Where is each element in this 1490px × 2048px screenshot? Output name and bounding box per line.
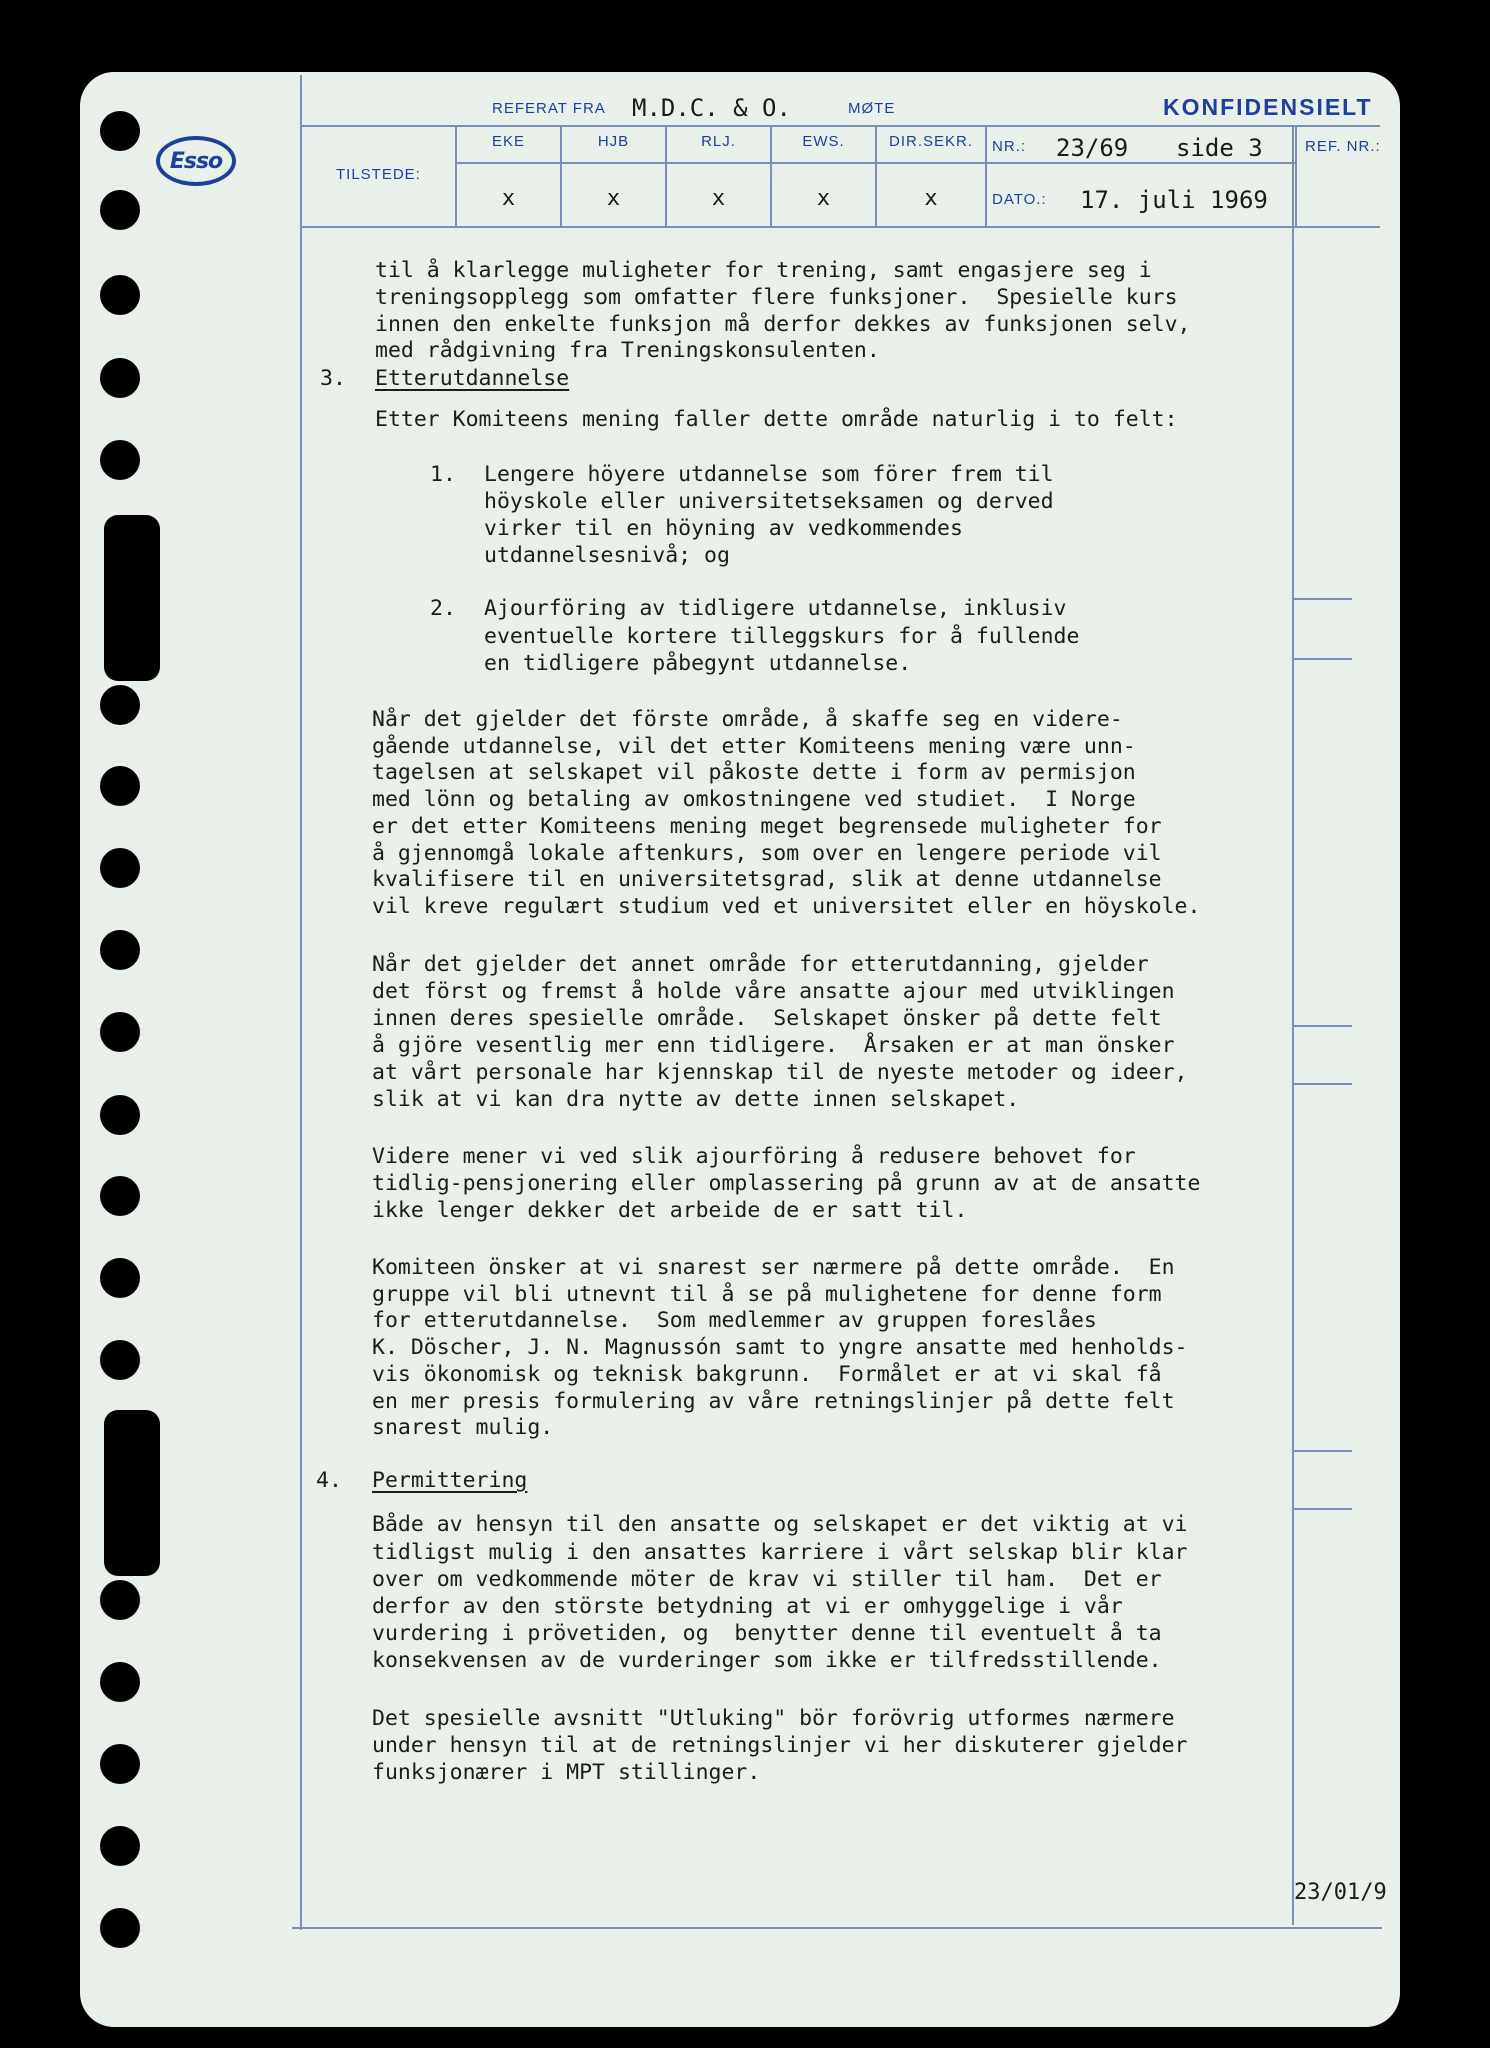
text-line: gruppe vil bli utnevnt til å se på mulighetene for denne form — [372, 1282, 1162, 1307]
list-line: höyskole eller universitetseksamen og derved — [484, 489, 1054, 514]
list-line: Lengere höyere utdannelse som förer frem til — [484, 462, 1054, 487]
mote-label: MØTE — [848, 100, 896, 117]
header-bottom-rule — [300, 226, 1380, 228]
binder-hole — [100, 1176, 140, 1216]
text-line: tagelsen at selskapet vil påkoste dette i form av permisjon — [372, 760, 1136, 785]
text-line: er det etter Komiteens mening meget begrensede muligheter for — [372, 814, 1162, 839]
binder-hole — [100, 766, 140, 806]
text-line: over om vedkommende möter de krav vi stiller til ham. Det er — [372, 1567, 1162, 1592]
ref-label: REF. NR.: — [1305, 138, 1381, 155]
text-line: K. Döscher, J. N. Magnussón samt to yngre ansatte med henholds- — [372, 1335, 1188, 1360]
attendee-mark: x — [501, 186, 516, 211]
text-line: å gjennomgå lokale aftenkurs, som over en lengere periode vil — [372, 841, 1162, 866]
referat-label: REFERAT FRA — [492, 100, 606, 117]
section-number: 3. — [320, 366, 346, 391]
binder-slot — [104, 1480, 160, 1576]
binder-hole — [100, 1340, 140, 1380]
text-line: tidlig-pensjonering eller omplassering på grunn av at de ansatte — [372, 1171, 1201, 1196]
binder-hole — [100, 848, 140, 888]
text-line: ikke lenger dekker det arbeide de er satt til. — [372, 1198, 968, 1223]
text-line: Det spesielle avsnitt "Utluking" bör forövrig utformes nærmere — [372, 1706, 1175, 1731]
logo-text: Esso — [169, 148, 223, 174]
attendee-initials: EWS. — [802, 133, 845, 150]
text-line: vurdering i prövetiden, og benytter denne til eventuelt å ta — [372, 1621, 1162, 1646]
attendee-mark: x — [924, 186, 938, 211]
text-line: å gjöre vesentlig mer enn tidligere. Årsaken er at man önsker — [372, 1033, 1175, 1058]
text-line: til å klarlegge muligheter for trening, samt engasjere seg i — [375, 258, 1152, 283]
text-line: en mer presis formulering av våre retningslinjer på dette felt — [372, 1389, 1175, 1414]
text-line: innen den enkelte funksjon må derfor dekkes av funksjonen selv, — [375, 312, 1191, 337]
margin-mark — [1294, 1508, 1352, 1510]
section-number: 4. — [316, 1468, 342, 1493]
attendee-mark: x — [606, 186, 621, 211]
attendee-initials: RLJ. — [701, 133, 736, 150]
archive-code: 23/01/9 — [1294, 1880, 1387, 1905]
text-line: Både av hensyn til den ansatte og selskapet er det viktig at vi — [372, 1512, 1188, 1537]
list-number: 1. — [430, 462, 456, 487]
attendee-initials: HJB — [597, 133, 630, 150]
text-line: gående utdannelse, vil det etter Komiteens mening være unn- — [372, 734, 1136, 759]
side-value: side 3 — [1176, 134, 1263, 162]
nr-label: NR.: — [992, 138, 1026, 155]
attendee-mark: x — [711, 186, 726, 211]
list-number: 2. — [430, 596, 456, 621]
text-line: funksjonærer i MPT stillinger. — [372, 1760, 761, 1785]
binder-hole — [100, 1662, 140, 1702]
text-line: snarest mulig. — [372, 1415, 554, 1440]
margin-mark — [1294, 658, 1352, 660]
binder-hole — [100, 1826, 140, 1866]
header-col-divider — [1295, 125, 1297, 226]
text-line: vis ökonomisk og teknisk bakgrunn. Formålet er at vi skal få — [372, 1362, 1162, 1387]
list-line: virker til en höyning av vedkommendes — [484, 516, 963, 541]
binder-hole — [100, 358, 140, 398]
section-title: Etterutdannelse — [375, 366, 570, 391]
form-left-rule — [300, 75, 302, 1930]
dato-value: 17. juli 1969 — [1080, 186, 1268, 214]
list-line: utdannelsesnivå; og — [484, 543, 730, 568]
header-col-divider — [985, 125, 987, 226]
text-line: derfor av den störste betydning at vi er omhyggelige i vår — [372, 1594, 1123, 1619]
text-line: med lönn og betaling av omkostningene ved studiet. I Norge — [372, 787, 1136, 812]
text-line: for etterutdannelse. Som medlemmer av gruppen foreslåes — [372, 1308, 1097, 1333]
binder-hole — [100, 1908, 140, 1948]
text-line: med rådgivning fra Treningskonsulenten. — [375, 338, 880, 363]
list-line: eventuelle kortere tilleggskurs for å fullende — [484, 624, 1080, 649]
nr-value: 23/69 — [1056, 134, 1129, 162]
text-line: Når det gjelder det annet område for etterutdanning, gjelder — [372, 952, 1149, 977]
binder-hole — [100, 275, 140, 315]
binder-hole — [100, 685, 140, 725]
text-line: kvalifisere til en universitetsgrad, slik at denne utdannelse — [372, 867, 1162, 892]
margin-mark — [1294, 1083, 1352, 1085]
binder-hole — [100, 1744, 140, 1784]
text-line: Videre mener vi ved slik ajourföring å redusere behovet for — [372, 1144, 1136, 1169]
binder-slot — [104, 585, 160, 681]
section-title: Permittering — [372, 1468, 528, 1493]
list-line: Ajourföring av tidligere utdannelse, inklusiv — [484, 596, 1067, 621]
header-top-rule — [300, 125, 1380, 127]
text-line: det först og fremst å holde våre ansatte ajour med utviklingen — [372, 979, 1175, 1004]
footer-rule — [292, 1927, 1382, 1929]
section-intro: Etter Komiteens mening faller dette område naturlig i to felt: — [375, 407, 1178, 432]
tilstede-label: TILSTEDE: — [336, 166, 421, 183]
text-line: innen deres spesielle område. Selskapet önsker på dette felt — [372, 1006, 1162, 1031]
margin-mark — [1294, 598, 1352, 600]
binder-hole — [100, 930, 140, 970]
text-line: at vårt personale har kjennskap til de nyeste metoder og ideer, — [372, 1060, 1188, 1085]
binder-hole — [100, 1012, 140, 1052]
attendee-initials: DIR.SEKR. — [888, 133, 973, 150]
binder-hole — [100, 111, 140, 151]
binder-hole — [100, 1258, 140, 1298]
text-line: slik at vi kan dra nytte av dette innen selskapet. — [372, 1087, 1020, 1112]
margin-mark — [1294, 1025, 1352, 1027]
binder-hole — [100, 440, 140, 480]
text-line: vil kreve regulært studium ved et universitet eller en höyskole. — [372, 894, 1201, 919]
esso-logo — [156, 136, 236, 186]
text-line: under hensyn til at de retningslinjer vi her diskuterer gjelder — [372, 1733, 1188, 1758]
binder-hole — [100, 190, 140, 230]
margin-mark — [1294, 1450, 1352, 1452]
text-line: tidligst mulig i den ansattes karriere i vårt selskap blir klar — [372, 1540, 1188, 1565]
attendee-mark: x — [816, 186, 831, 211]
binder-hole — [100, 1095, 140, 1135]
attendee-initials: EKE — [491, 133, 525, 150]
dato-label: DATO.: — [992, 191, 1047, 208]
text-line: konsekvensen av de vurderinger som ikke er tilfredsstillende. — [372, 1648, 1162, 1673]
text-line: Komiteen önsker at vi snarest ser nærmere på dette område. En — [372, 1255, 1175, 1280]
list-line: en tidligere påbegynt utdannelse. — [484, 651, 912, 676]
referat-value: M.D.C. & O. — [632, 94, 791, 122]
text-line: treningsopplegg som omfatter flere funksjoner. Spesielle kurs — [375, 285, 1178, 310]
header-row-divider — [455, 162, 1295, 164]
binder-hole — [100, 1580, 140, 1620]
confidential-label: KONFIDENSIELT — [1163, 94, 1373, 120]
text-line: Når det gjelder det förste område, å skaffe seg en videre- — [372, 707, 1123, 732]
